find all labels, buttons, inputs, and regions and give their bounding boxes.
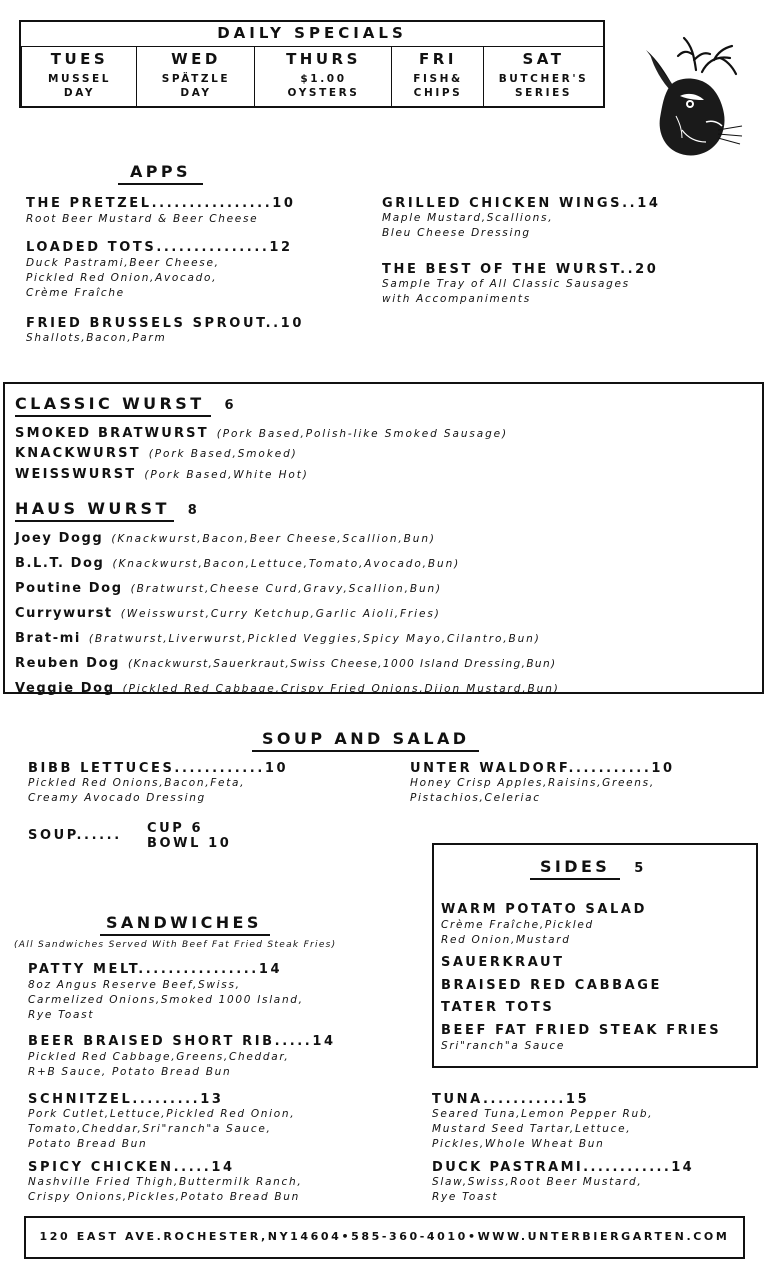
day-label: FRI <box>419 50 457 68</box>
daily-specials-title: DAILY SPECIALS <box>217 24 407 42</box>
menu-item-desc: Pickled Red Cabbage,Greens,Cheddar, <box>28 1051 290 1063</box>
soup-cup: CUP 6 <box>147 821 204 836</box>
haus-wurst-heading <box>15 499 198 518</box>
menu-item-desc: Nashville Fried Thigh,Buttermilk Ranch, <box>28 1176 303 1188</box>
side-item-name: BEEF FAT FRIED STEAK FRIES <box>441 1023 722 1038</box>
footer-contact <box>24 1216 745 1259</box>
menu-item-desc: Maple Mustard,Scallions, <box>382 212 554 224</box>
menu-item-name: FRIED BRUSSELS SPROUT..10 <box>26 316 304 331</box>
special-thurs <box>254 46 392 106</box>
sides-heading <box>530 857 644 876</box>
menu-item-desc: Bleu Cheese Dressing <box>382 227 531 239</box>
wurst-item <box>15 422 508 441</box>
section-price: 6 <box>224 398 235 413</box>
item-desc: (Knackwurst,Sauerkraut,Swiss Cheese,1000 Island Dressing,Bun) <box>128 658 557 670</box>
menu-item-name: THE PRETZEL................10 <box>26 196 296 211</box>
menu-item-name: GRILLED CHICKEN WINGS..14 <box>382 196 661 211</box>
item-name: WEISSWURST <box>15 467 137 482</box>
item-desc: (Knackwurst,Bacon,Lettuce,Tomato,Avocado,Bun) <box>112 558 461 570</box>
item-name: SMOKED BRATWURST <box>15 426 209 441</box>
special-line: MUSSEL <box>47 73 112 85</box>
menu-item-desc: Duck Pastrami,Beer Cheese, <box>26 257 220 269</box>
menu-item-desc: Rye Toast <box>28 1009 95 1021</box>
wurst-item <box>15 577 442 596</box>
menu-item-desc: Mustard Seed Tartar,Lettuce, <box>432 1123 632 1135</box>
menu-item-name: LOADED TOTS...............12 <box>26 240 293 255</box>
menu-item-name: BIBB LETTUCES............10 <box>28 761 289 776</box>
menu-item-desc: Sample Tray of All Classic Sausages <box>382 278 630 290</box>
day-label: THURS <box>286 50 361 68</box>
menu-item-desc: Tomato,Cheddar,Sri"ranch"a Sauce, <box>28 1123 272 1135</box>
wurst-item <box>15 442 298 461</box>
apps-heading: APPS <box>118 162 203 185</box>
menu-item-name: TUNA...........15 <box>432 1092 590 1107</box>
menu-item-desc: Pickled Red Onion,Avocado, <box>26 272 218 284</box>
item-name: Joey Dogg <box>15 531 104 546</box>
item-desc: (Bratwurst,Liverwurst,Pickled Veggies,Spicy Mayo,Cilantro,Bun) <box>88 633 541 645</box>
item-desc: (Bratwurst,Cheese Curd,Gravy,Scallion,Bun) <box>130 583 443 595</box>
section-price: 5 <box>634 861 645 876</box>
item-name: B.L.T. Dog <box>15 556 105 571</box>
menu-item-desc: Honey Crisp Apples,Raisins,Greens, <box>410 777 655 789</box>
menu-item-desc: Crème Fraîche <box>26 287 125 299</box>
wurst-item <box>15 602 441 621</box>
section-title: HAUS WURST <box>15 499 174 522</box>
menu-item-desc: Pistachios,Celeriac <box>410 792 541 804</box>
menu-item-desc: Pork Cutlet,Lettuce,Pickled Red Onion, <box>28 1108 296 1120</box>
wurst-item <box>15 677 560 696</box>
menu-item-name: DUCK PASTRAMI............14 <box>432 1160 695 1175</box>
menu-item-desc: Seared Tuna,Lemon Pepper Rub, <box>432 1108 654 1120</box>
menu-item-name: PATTY MELT................14 <box>28 962 283 977</box>
side-item-name: BRAISED RED CABBAGE <box>441 978 663 993</box>
menu-item-desc: Slaw,Swiss,Root Beer Mustard, <box>432 1176 643 1188</box>
sides-section <box>432 843 758 1068</box>
soup-salad-heading: SOUP AND SALAD <box>252 729 479 752</box>
menu-item-desc: with Accompaniments <box>382 293 531 305</box>
sandwiches-note: (All Sandwiches Served With Beef Fat Fried Steak Fries) <box>14 940 337 950</box>
special-line: BUTCHER'S <box>498 73 589 85</box>
menu-item-name: UNTER WALDORF...........10 <box>410 761 675 776</box>
section-price: 8 <box>187 503 198 518</box>
item-name: Currywurst <box>15 606 113 621</box>
item-desc: (Pickled Red Cabbage,Crispy Fried Onions,Dijon Mustard,Bun) <box>122 683 560 695</box>
wurst-section <box>3 382 764 694</box>
menu-item-desc: Pickled Red Onions,Bacon,Feta, <box>28 777 246 789</box>
menu-item-name: BEER BRAISED SHORT RIB.....14 <box>28 1034 336 1049</box>
menu-item-desc: Pickles,Whole Wheat Bun <box>432 1138 605 1150</box>
item-name: KNACKWURST <box>15 446 141 461</box>
side-item-desc: Crème Fraîche,Pickled <box>441 919 594 931</box>
item-desc: (Knackwurst,Bacon,Beer Cheese,Scallion,Bun) <box>111 533 436 545</box>
menu-item-name: SPICY CHICKEN.....14 <box>28 1160 235 1175</box>
special-line: OYSTERS <box>287 87 360 99</box>
special-fri <box>391 46 484 106</box>
day-label: WED <box>171 50 221 68</box>
special-line: FISH& <box>413 73 463 85</box>
daily-specials-table <box>19 20 605 108</box>
menu-item-desc: Carmelized Onions,Smoked 1000 Island, <box>28 994 304 1006</box>
wurst-item <box>15 552 460 571</box>
wurst-item <box>15 527 436 546</box>
side-item-desc: Red Onion,Mustard <box>441 934 571 946</box>
menu-item-desc: R+B Sauce, Potato Bread Bun <box>28 1066 232 1078</box>
day-label: TUES <box>50 50 109 68</box>
menu-item-name: SCHNITZEL.........13 <box>28 1092 224 1107</box>
item-desc: (Pork Based,Smoked) <box>148 448 298 460</box>
menu-item-desc: Root Beer Mustard & Beer Cheese <box>26 213 259 225</box>
menu-item-name: THE BEST OF THE WURST..20 <box>382 262 659 277</box>
item-name: Veggie Dog <box>15 681 115 696</box>
jackalope-logo-icon <box>632 30 744 170</box>
item-desc: (Pork Based,Polish-like Smoked Sausage) <box>216 428 509 440</box>
menu-item-desc: Crispy Onions,Pickles,Potato Bread Bun <box>28 1191 300 1203</box>
sandwiches-heading: SANDWICHES <box>100 913 270 936</box>
special-line: DAY <box>180 87 212 99</box>
section-title: SIDES <box>530 857 620 880</box>
special-line: SERIES <box>514 87 573 99</box>
item-name: Brat-mi <box>15 631 81 646</box>
special-sat <box>483 46 603 106</box>
section-title: CLASSIC WURST <box>15 394 211 417</box>
special-tues <box>21 46 137 106</box>
side-item-name: WARM POTATO SALAD <box>441 902 647 917</box>
special-wed <box>136 46 255 106</box>
footer-address-text: 120 EAST AVE.ROCHESTER,NY14604•585-360-4010•WWW.UNTERBIERGARTEN.COM <box>39 1230 730 1243</box>
wurst-item <box>15 627 541 646</box>
item-desc: (Pork Based,White Hot) <box>144 469 309 481</box>
wurst-item <box>15 652 557 671</box>
item-name: Poutine Dog <box>15 581 123 596</box>
special-line: CHIPS <box>413 87 463 99</box>
item-desc: (Weisswurst,Curry Ketchup,Garlic Aioli,Fries) <box>120 608 441 620</box>
menu-item-desc: Shallots,Bacon,Parm <box>26 332 167 344</box>
menu-item-desc: Rye Toast <box>432 1191 499 1203</box>
wurst-item <box>15 463 309 482</box>
day-label: SAT <box>522 50 565 68</box>
classic-wurst-heading <box>15 394 235 413</box>
soup-bowl: BOWL 10 <box>147 836 232 851</box>
menu-item-desc: 8oz Angus Reserve Beef,Swiss, <box>28 979 241 991</box>
menu-item-desc: Creamy Avocado Dressing <box>28 792 206 804</box>
menu-item-desc: Potato Bread Bun <box>28 1138 148 1150</box>
side-item-desc: Sri"ranch"a Sauce <box>441 1040 566 1052</box>
special-line: SPÄTZLE <box>161 73 231 85</box>
side-item-name: TATER TOTS <box>441 1000 555 1015</box>
special-line: DAY <box>63 87 96 99</box>
soup-label: SOUP...... <box>28 828 122 843</box>
side-item-name: SAUERKRAUT <box>441 955 565 970</box>
item-name: Reuben Dog <box>15 656 121 671</box>
special-line: $1.00 <box>300 73 347 85</box>
